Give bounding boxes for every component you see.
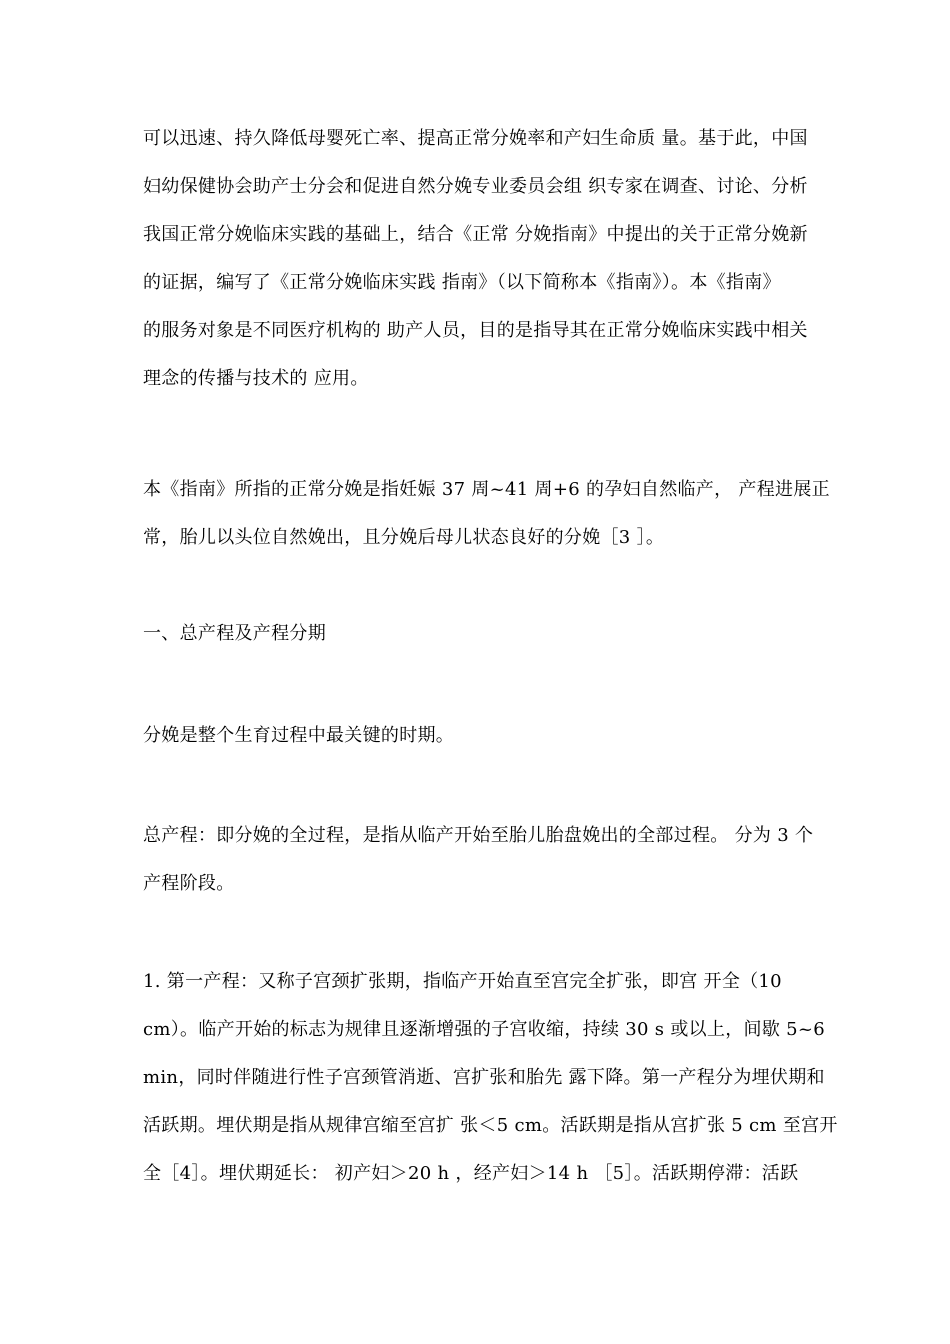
text-line: 总产程：即分娩的全过程，是指从临产开始至胎儿胎盘娩出的全部过程。 分为 3 个 bbox=[143, 825, 814, 846]
text-line: min，同时伴随进行性子宫颈管消逝、宫扩张和胎先 露下降。第一产程分为埋伏期和 bbox=[143, 1067, 825, 1088]
text-line: 我国正常分娩临床实践的基础上，结合《正常 分娩指南》中提出的关于正常分娩新 bbox=[143, 224, 808, 245]
text-line: 常，胎儿以头位自然娩出，且分娩后母儿状态良好的分娩［3 ］。 bbox=[143, 527, 665, 548]
text-line: 理念的传播与技术的 应用。 bbox=[143, 368, 369, 389]
text-line: 本《指南》所指的正常分娩是指妊娠 37 周~41 周+6 的孕妇自然临产， 产程进展正 bbox=[143, 479, 830, 500]
heading-text: 一、总产程及产程分期 bbox=[143, 623, 326, 644]
text-line: 活跃期。埋伏期是指从规律宫缩至宫扩 张＜5 cm。活跃期是指从宫扩张 5 cm 至宫开 bbox=[143, 1115, 838, 1136]
text-line: 产程阶段。 bbox=[143, 873, 235, 894]
text-line: 分娩是整个生育过程中最关键的时期。 bbox=[143, 725, 455, 746]
intro-sentence-paragraph bbox=[143, 712, 859, 760]
definition-paragraph bbox=[143, 466, 859, 562]
section-heading bbox=[143, 610, 859, 658]
intro-paragraph bbox=[143, 115, 859, 403]
total-labor-paragraph bbox=[143, 812, 859, 908]
text-line: 的证据，编写了《正常分娩临床实践 指南》（以下简称本《指南》）。本《指南》 bbox=[143, 272, 781, 293]
text-line: 的服务对象是不同医疗机构的 助产人员，目的是指导其在正常分娩临床实践中相关 bbox=[143, 320, 808, 341]
text-line: 全［4］。埋伏期延长： 初产妇＞20 h ，经产妇＞14 h ［5］。活跃期停滞：活跃 bbox=[143, 1163, 799, 1184]
text-line: 可以迅速、持久降低母婴死亡率、提高正常分娩率和产妇生命质 量。基于此，中国 bbox=[143, 128, 808, 149]
text-line: 1. 第一产程：又称子宫颈扩张期，指临产开始直至宫完全扩张，即宫 开全（10 bbox=[143, 971, 782, 992]
first-stage-paragraph bbox=[143, 958, 859, 1198]
text-line: cm）。临产开始的标志为规律且逐渐增强的子宫收缩，持续 30 s 或以上，间歇 5~6 bbox=[143, 1019, 826, 1040]
text-line: 妇幼保健协会助产士分会和促进自然分娩专业委员会组 织专家在调查、讨论、分析 bbox=[143, 176, 808, 197]
